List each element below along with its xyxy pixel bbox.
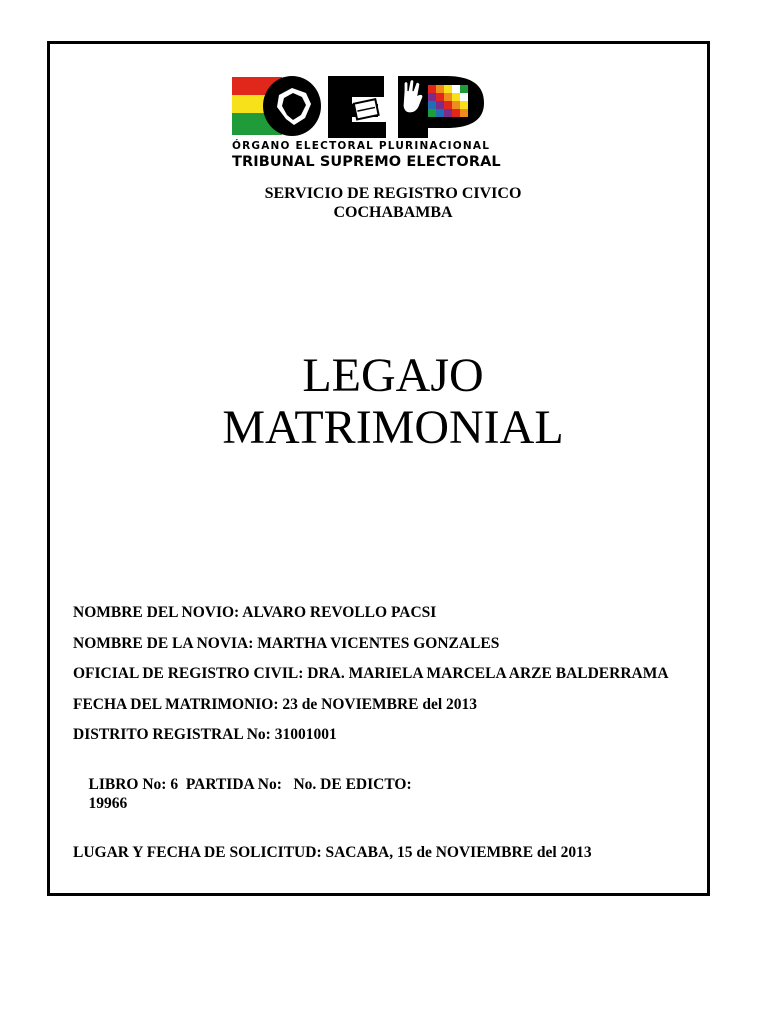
field-value: SACABA, 15 de NOVIEMBRE del 2013 <box>325 844 592 861</box>
document-title <box>0 350 768 454</box>
title-line-1: LEGAJO <box>302 349 484 402</box>
field-marriage-date <box>73 695 713 714</box>
field-request-place-date <box>73 843 713 862</box>
field-label: OFICIAL DE REGISTRO CIVIL: <box>73 665 304 682</box>
field-label: DISTRITO REGISTRAL No: <box>73 726 271 743</box>
ballot-box-icon <box>354 99 379 119</box>
field-value: 19966 <box>88 794 128 812</box>
service-name: SERVICIO DE REGISTRO CIVICO <box>264 185 522 202</box>
oep-logo <box>232 73 501 173</box>
field-label: LUGAR Y FECHA DE SOLICITUD: <box>73 844 322 861</box>
field-value: ALVARO REVOLLO PACSI <box>242 604 437 621</box>
wiphala-flag-icon <box>428 85 468 117</box>
logo-subtitle: ÓRGANO ELECTORAL PLURINACIONAL <box>232 140 491 152</box>
service-heading <box>0 184 768 222</box>
field-book-entry-edict <box>73 756 713 832</box>
field-label: NOMBRE DE LA NOVIA: <box>73 634 254 652</box>
logo-title: TRIBUNAL SUPREMO ELECTORAL <box>232 154 501 170</box>
field-value: 31001001 <box>274 726 337 743</box>
field-bride <box>73 634 713 653</box>
title-line-2: MATRIMONIAL <box>222 401 564 454</box>
field-label: LIBRO No: 6 PARTIDA No: No. DE EDICTO: <box>88 775 412 793</box>
field-value: 23 de NOVIEMBRE del 2013 <box>282 695 478 713</box>
field-label: FECHA DEL MATRIMONIO: <box>73 695 279 713</box>
field-registrar <box>73 664 673 683</box>
field-label: NOMBRE DEL NOVIO: <box>73 604 240 621</box>
service-city: COCHABAMBA <box>333 204 453 221</box>
field-value: DRA. MARIELA MARCELA ARZE BALDERRAMA <box>307 665 669 682</box>
field-district <box>73 725 713 744</box>
field-groom <box>73 603 713 622</box>
oep-emblem <box>232 73 488 139</box>
field-value: MARTHA VICENTES GONZALES <box>257 634 500 652</box>
marriage-details <box>73 603 713 874</box>
